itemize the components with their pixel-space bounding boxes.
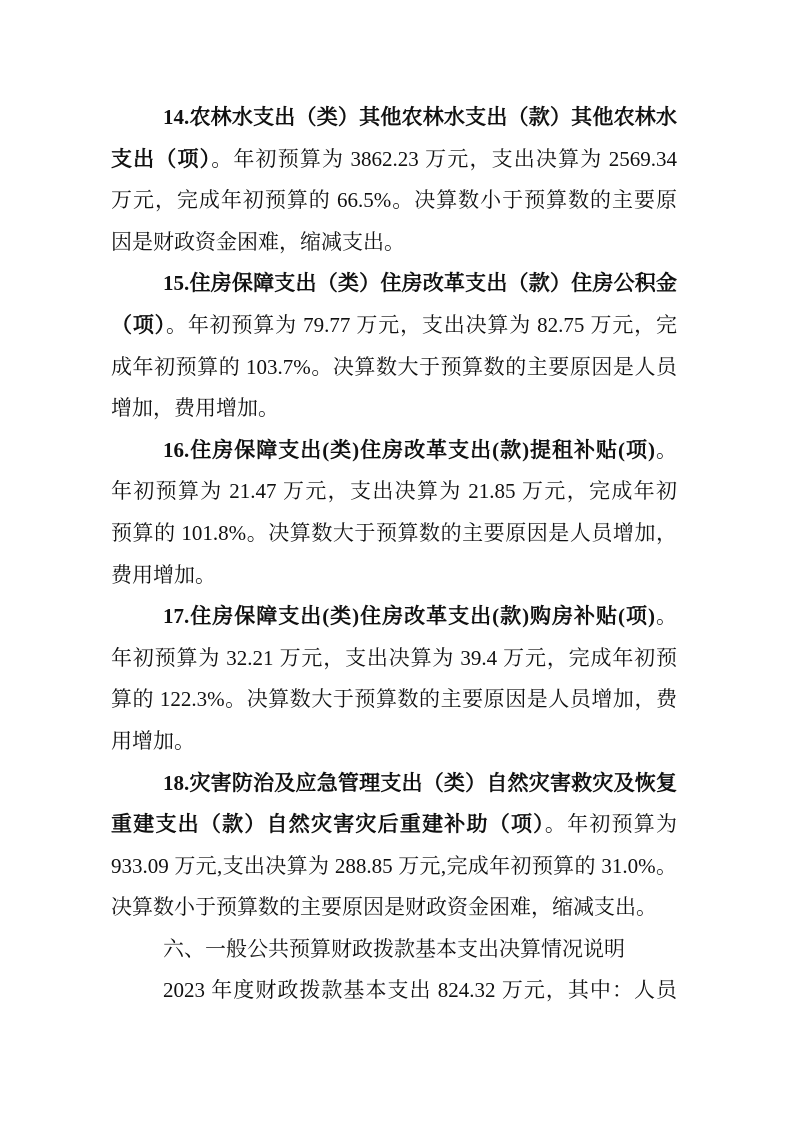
item-18-body-text: 933.09 万元,支出决算为 288.85 万元,完成年初预算的 31.0%。 <box>111 853 677 878</box>
item-15-body-text: 增加，费用增加。 <box>111 396 279 421</box>
item-17-body-text: 。 <box>655 604 677 629</box>
item-15-heading-text: （项） <box>111 312 166 337</box>
item-17-body-text: 算的 122.3%。决算数大于预算数的主要原因是人员增加，费 <box>111 687 677 712</box>
item-16-body-text: 年初预算为 21.47 万元，支出决算为 21.85 万元，完成年初 <box>111 479 677 504</box>
item-16-line-2 <box>111 471 677 513</box>
item-18-line-4 <box>111 887 677 929</box>
item-14-line-4 <box>111 222 677 264</box>
item-15-line-2 <box>111 305 677 347</box>
item-17-heading-text: 17.住房保障支出(类)住房改革支出(款)购房补贴(项) <box>163 604 655 629</box>
item-17-line-1 <box>111 596 677 638</box>
item-17-body-text: 用增加。 <box>111 728 195 753</box>
section-heading-text: 六、一般公共预算财政拨款基本支出决算情况说明 <box>163 936 625 961</box>
item-15-body-text: 。年初预算为 79.77 万元，支出决算为 82.75 万元，完 <box>166 312 677 337</box>
item-14-body-text: 万元，完成年初预算的 66.5%。决算数小于预算数的主要原 <box>111 188 677 213</box>
item-15-body-text: 成年初预算的 103.7%。决算数大于预算数的主要原因是人员 <box>111 354 677 379</box>
item-17-body-text: 年初预算为 32.21 万元，支出决算为 39.4 万元，完成年初预 <box>111 645 677 670</box>
item-14-body-text: 。年初预算为 3862.23 万元，支出决算为 2569.34 <box>211 146 678 171</box>
item-16-line-1 <box>111 430 677 472</box>
item-18-line-3 <box>111 846 677 888</box>
item-14-heading-text: 支出（项） <box>111 146 212 171</box>
item-14-line-1 <box>111 97 677 139</box>
item-18-heading-text: 18.灾害防治及应急管理支出（类）自然灾害救灾及恢复 <box>163 770 677 795</box>
item-17-line-4 <box>111 721 677 763</box>
item-14-line-2 <box>111 139 677 181</box>
item-16-body-text: 。 <box>655 437 677 462</box>
item-18-line-2 <box>111 804 677 846</box>
item-16-line-3 <box>111 513 677 555</box>
item-16-line-4 <box>111 555 677 597</box>
section-body-text: 2023 年度财政拨款基本支出 824.32 万元，其中：人员 <box>163 978 677 1003</box>
item-16-body-text: 预算的 101.8%。决算数大于预算数的主要原因是人员增加， <box>111 520 677 545</box>
item-18-body-text: 决算数小于预算数的主要原因是财政资金困难，缩减支出。 <box>111 895 657 920</box>
item-18-heading-text: 重建支出（款）自然灾害灾后重建补助（项） <box>111 812 545 837</box>
item-16-body-text: 费用增加。 <box>111 562 216 587</box>
item-18-body-text: 。年初预算为 <box>544 812 678 837</box>
item-14-heading-text: 14.农林水支出（类）其他农林水支出（款）其他农林水 <box>163 105 677 129</box>
item-14-body-text: 因是财政资金困难，缩减支出。 <box>111 229 405 254</box>
item-15-line-1 <box>111 263 677 305</box>
item-18-line-1 <box>111 763 677 805</box>
item-17-line-2 <box>111 638 677 680</box>
item-17-line-3 <box>111 679 677 721</box>
section-6-body-line-1 <box>111 970 677 1012</box>
item-15-line-3 <box>111 347 677 389</box>
item-14-line-3 <box>111 180 677 222</box>
item-15-heading-text: 15.住房保障支出（类）住房改革支出（款）住房公积金 <box>163 271 677 296</box>
document-body <box>111 97 677 1012</box>
item-16-heading-text: 16.住房保障支出(类)住房改革支出(款)提租补贴(项) <box>163 437 655 462</box>
item-15-line-4 <box>111 388 677 430</box>
section-6-heading <box>111 929 677 971</box>
